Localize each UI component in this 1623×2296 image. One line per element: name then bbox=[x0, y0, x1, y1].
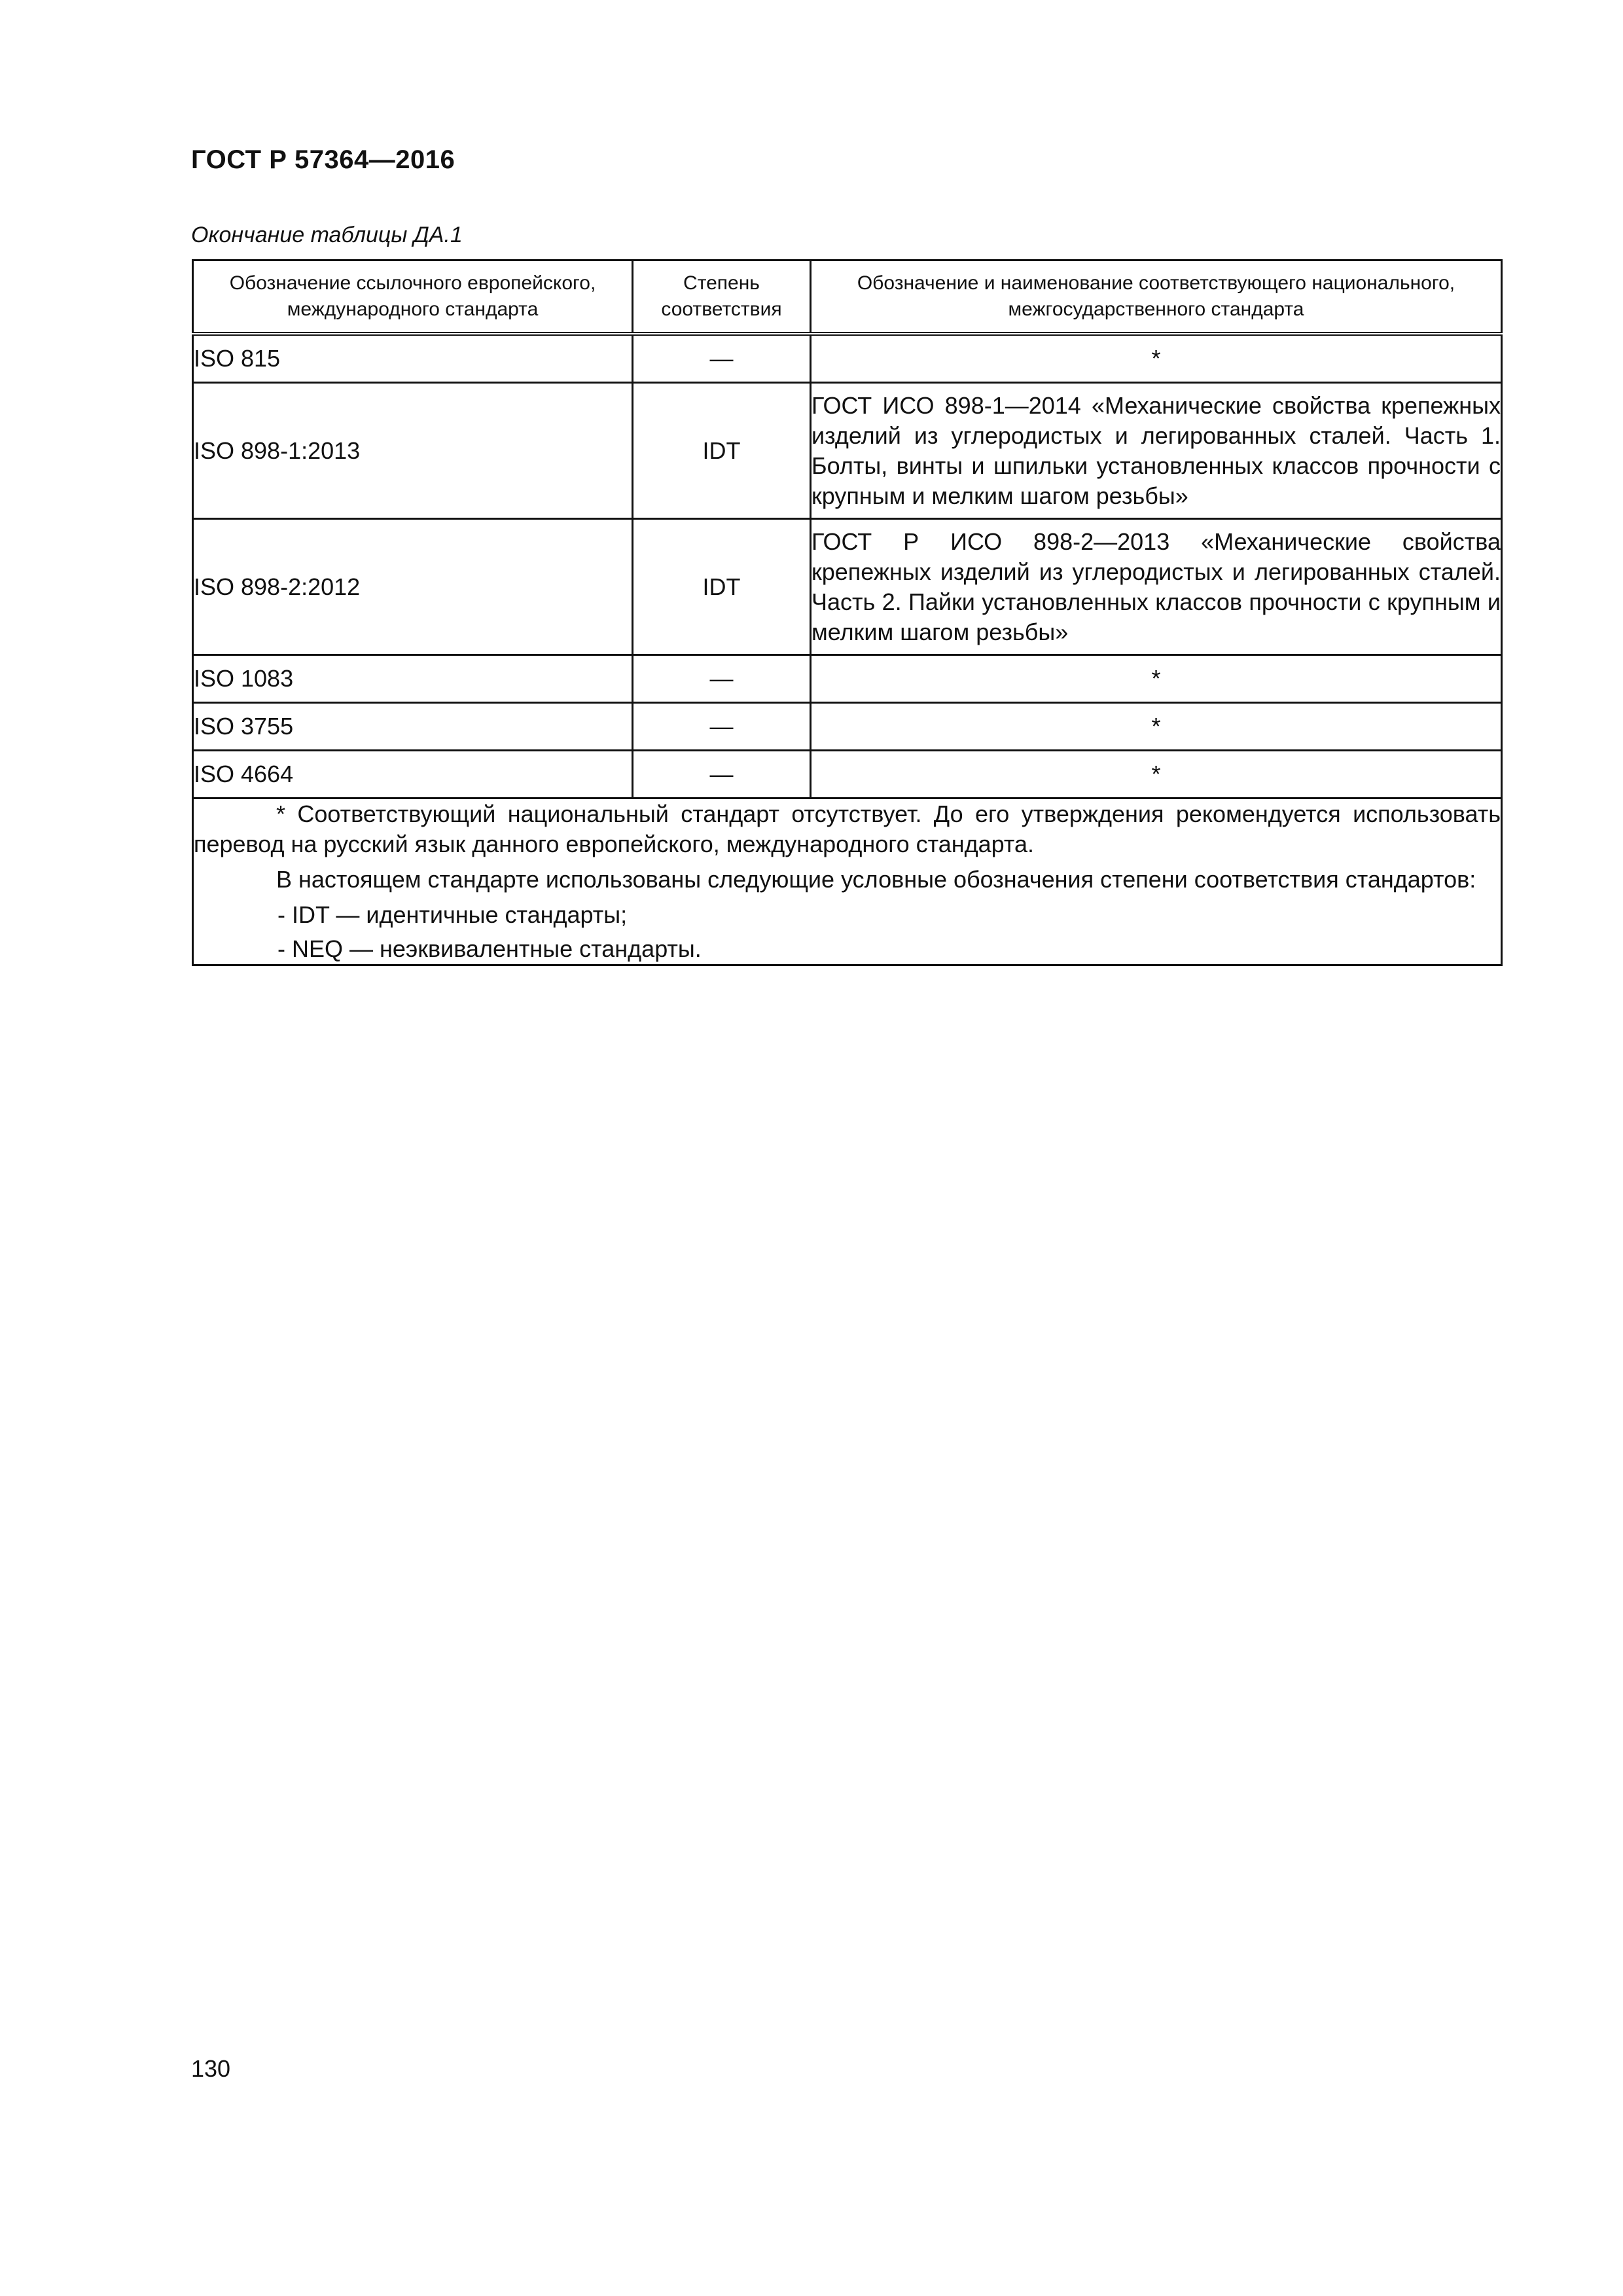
reference-cell: ISO 1083 bbox=[193, 655, 633, 703]
legend-item-idt: - IDT — идентичные стандарты; bbox=[277, 901, 628, 928]
header-national-standard: Обозначение и наименование соответствующего национального, межгосударственного стандарта bbox=[811, 260, 1502, 334]
legend-intro-text: В настоящем стандарте использованы следующие условные обозначения степени соответствия стандартов: bbox=[276, 866, 1476, 893]
reference-cell: ISO 815 bbox=[193, 334, 633, 383]
table-row bbox=[193, 519, 1502, 655]
table-row bbox=[193, 655, 1502, 703]
national-standard-cell bbox=[811, 519, 1502, 655]
degree-cell: — bbox=[633, 334, 811, 383]
national-standard-cell: * bbox=[811, 703, 1502, 751]
header-reference-standard: Обозначение ссылочного европейского, международного стандарта bbox=[193, 260, 633, 334]
national-standard-cell: * bbox=[811, 655, 1502, 703]
page-number: 130 bbox=[191, 2055, 231, 2082]
national-standard-cell: * bbox=[811, 334, 1502, 383]
degree-cell: IDT bbox=[633, 519, 811, 655]
table-notes-row bbox=[193, 798, 1502, 965]
reference-cell: ISO 898-1:2013 bbox=[193, 383, 633, 519]
footnote-text: * Соответствующий национальный стандарт отсутствует. До его утверждения рекомендуется использовать перевод на русский язык данного европейского, международного стандарта. bbox=[194, 800, 1501, 857]
national-standard-text: ГОСТ ИСО 898-1—2014 «Механические свойства крепежных изделий из углеродистых и легированных сталей. Часть 1. Болты, винты и шпильки установленных классов прочности с крупным и мелким шагом резьбы» bbox=[812, 391, 1501, 509]
standard-id-header: ГОСТ Р 57364—2016 bbox=[191, 145, 455, 174]
table-row bbox=[193, 334, 1502, 383]
header-degree-of-correspondence: Степень соответствия bbox=[633, 260, 811, 334]
table-row bbox=[193, 751, 1502, 798]
table-row bbox=[193, 383, 1502, 519]
table-row bbox=[193, 703, 1502, 751]
national-standard-cell: * bbox=[811, 751, 1502, 798]
reference-cell: ISO 898-2:2012 bbox=[193, 519, 633, 655]
reference-cell: ISO 4664 bbox=[193, 751, 633, 798]
reference-cell: ISO 3755 bbox=[193, 703, 633, 751]
table-caption: Окончание таблицы ДА.1 bbox=[191, 223, 463, 247]
national-standard-cell bbox=[811, 383, 1502, 519]
degree-cell: — bbox=[633, 703, 811, 751]
degree-cell: IDT bbox=[633, 383, 811, 519]
degree-cell: — bbox=[633, 655, 811, 703]
national-standard-text: ГОСТ Р ИСО 898-2—2013 «Механические свойства крепежных изделий из углеродистых и легированных сталей. Часть 2. Пайки установленных классов прочности с крупным и мелким шагом резьбы» bbox=[812, 528, 1501, 645]
degree-cell: — bbox=[633, 751, 811, 798]
table-header-row bbox=[193, 260, 1502, 334]
standards-correspondence-table bbox=[192, 259, 1503, 966]
legend-item-neq: - NEQ — неэквивалентные стандарты. bbox=[277, 935, 702, 962]
table-notes bbox=[193, 798, 1502, 965]
